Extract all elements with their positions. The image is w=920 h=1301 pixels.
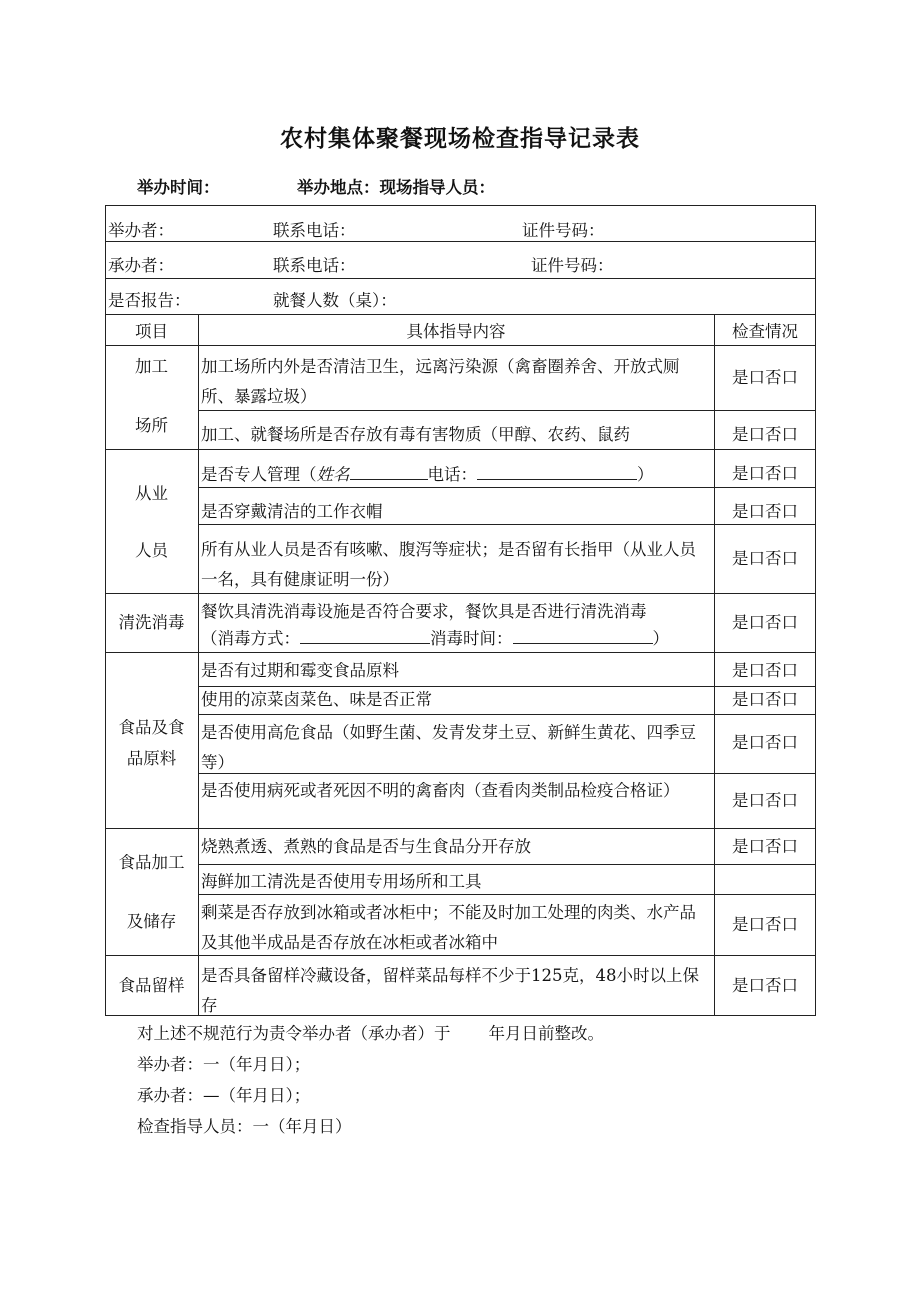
row-text: 电话： [427,465,477,484]
section-label: 从业 [135,484,168,503]
row-text: ） [637,465,654,484]
status-checkbox[interactable]: 是口否口 [732,368,798,387]
table-rule [198,894,816,895]
row-text: 姓名 [316,465,350,484]
rectification-notice [137,1020,604,1044]
table-row-content: 所有从业人员是否有咳嗽、腹泻等症状；是否留有长指甲（从业人员一名，具有健康证明一份） [201,540,696,589]
organizer-signature: 举办者：一（年月日）； [137,1055,311,1074]
table-rule [105,449,816,450]
section-label: 食品及食 [118,718,185,737]
table-row-content: 是否有过期和霉变食品原料 [201,661,399,680]
table-rule [198,686,816,687]
table-row-content: 烧熟煮透、煮熟的食品是否与生食品分开存放 [201,837,531,856]
table-row-content: 餐饮具清洗消毒设施是否符合要求，餐饮具是否进行清洗消毒 [201,602,647,621]
table-row-content [201,628,669,649]
contractor-phone-label: 联系电话： [273,256,356,275]
table-row-content: 加工、就餐场所是否存放有毒有害物质（甲醇、农药、鼠药 [201,425,630,444]
table-row-content: 是否使用病死或者死因不明的禽畜肉（查看肉类制品检疫合格证） [201,781,680,800]
status-checkbox[interactable]: 是口否口 [732,837,798,856]
status-checkbox[interactable]: 是口否口 [732,791,798,810]
section-label: 及储存 [126,912,177,931]
column-header-item: 项目 [135,322,168,341]
table-row-content: 剩菜是否存放到冰箱或者冰柜中；不能及时加工处理的肉类、水产品及其他半成品是否存放在冰柜或者冰箱中 [201,903,696,952]
table-rule [198,487,816,488]
table-row-content: 是否具备留样冷藏设备，留样菜品每样不少于125克，48小时以上保存 [201,966,699,1015]
section-label: 食品留样 [118,976,185,995]
table-row-content: 加工场所内外是否清洁卫生，远离污染源（禽畜圈养舍、开放式厕所、暴露垃圾） [201,357,680,406]
table-rule [198,714,816,715]
blank-line [350,464,428,480]
row-text: ） [652,629,669,648]
row-text: （消毒方式： [201,629,300,648]
contractor-id-label: 证件号码： [531,256,614,275]
notice-text: 对上述不规范行为责令举办者（承办者）于 [137,1024,451,1043]
table-row-content [201,464,654,485]
status-checkbox[interactable]: 是口否口 [732,425,798,444]
event-time-label: 举办时间： [137,178,220,197]
inspector-signature: 检查指导人员：一（年月日） [137,1117,352,1136]
organizer-label: 举办者： [108,221,174,240]
contractor-signature: 承办者：—（年月日）； [137,1086,311,1105]
report-label: 是否报告： [108,291,191,310]
blank-line [513,628,653,644]
table-rule [105,314,816,315]
column-header-status: 检查情况 [732,322,798,341]
organizer-phone-label: 联系电话： [273,221,356,240]
status-checkbox[interactable]: 是口否口 [732,915,798,934]
diners-label: 就餐人数（桌）： [273,291,397,310]
blank-line [300,628,430,644]
table-rule [198,864,816,865]
table-row-content: 海鲜加工清洗是否使用专用场所和工具 [201,872,482,891]
section-label: 品原料 [126,749,177,768]
blank-line [477,464,637,480]
status-checkbox[interactable]: 是口否口 [732,661,798,680]
table-rule [198,524,816,525]
table-rule [105,241,816,242]
row-text: 是否专人管理（ [201,465,317,484]
notice-text: 年月日前整改。 [488,1024,604,1043]
table-rule [105,828,816,829]
organizer-id-label: 证件号码： [522,221,605,240]
status-checkbox[interactable]: 是口否口 [732,502,798,521]
section-label: 食品加工 [118,853,185,872]
table-row-content: 使用的凉菜卤菜色、味是否正常 [201,690,432,709]
table-rule [105,652,816,653]
table-row-content: 是否使用高危食品（如野生菌、发青发芽土豆、新鲜生黄花、四季豆等） [201,723,696,772]
table-row-content: 是否穿戴清洁的工作衣帽 [201,502,383,521]
status-checkbox[interactable]: 是口否口 [732,613,798,632]
table-rule [105,278,816,279]
event-place-staff-label: 举办地点：现场指导人员： [297,178,495,197]
status-checkbox[interactable]: 是口否口 [732,733,798,752]
row-text: 消毒时间： [430,629,513,648]
status-checkbox[interactable]: 是口否口 [732,464,798,483]
section-label: 人员 [135,541,168,560]
table-rule [105,345,816,346]
contractor-label: 承办者： [108,256,174,275]
status-checkbox[interactable]: 是口否口 [732,690,798,709]
section-label: 场所 [135,416,168,435]
status-checkbox[interactable]: 是口否口 [732,976,798,995]
section-label: 加工 [135,357,168,376]
page-title: 农村集体聚餐现场检查指导记录表 [280,126,640,152]
column-header-content: 具体指导内容 [406,322,506,341]
column-rule [198,314,199,1016]
status-checkbox[interactable]: 是口否口 [732,549,798,568]
section-label: 清洗消毒 [118,613,185,632]
